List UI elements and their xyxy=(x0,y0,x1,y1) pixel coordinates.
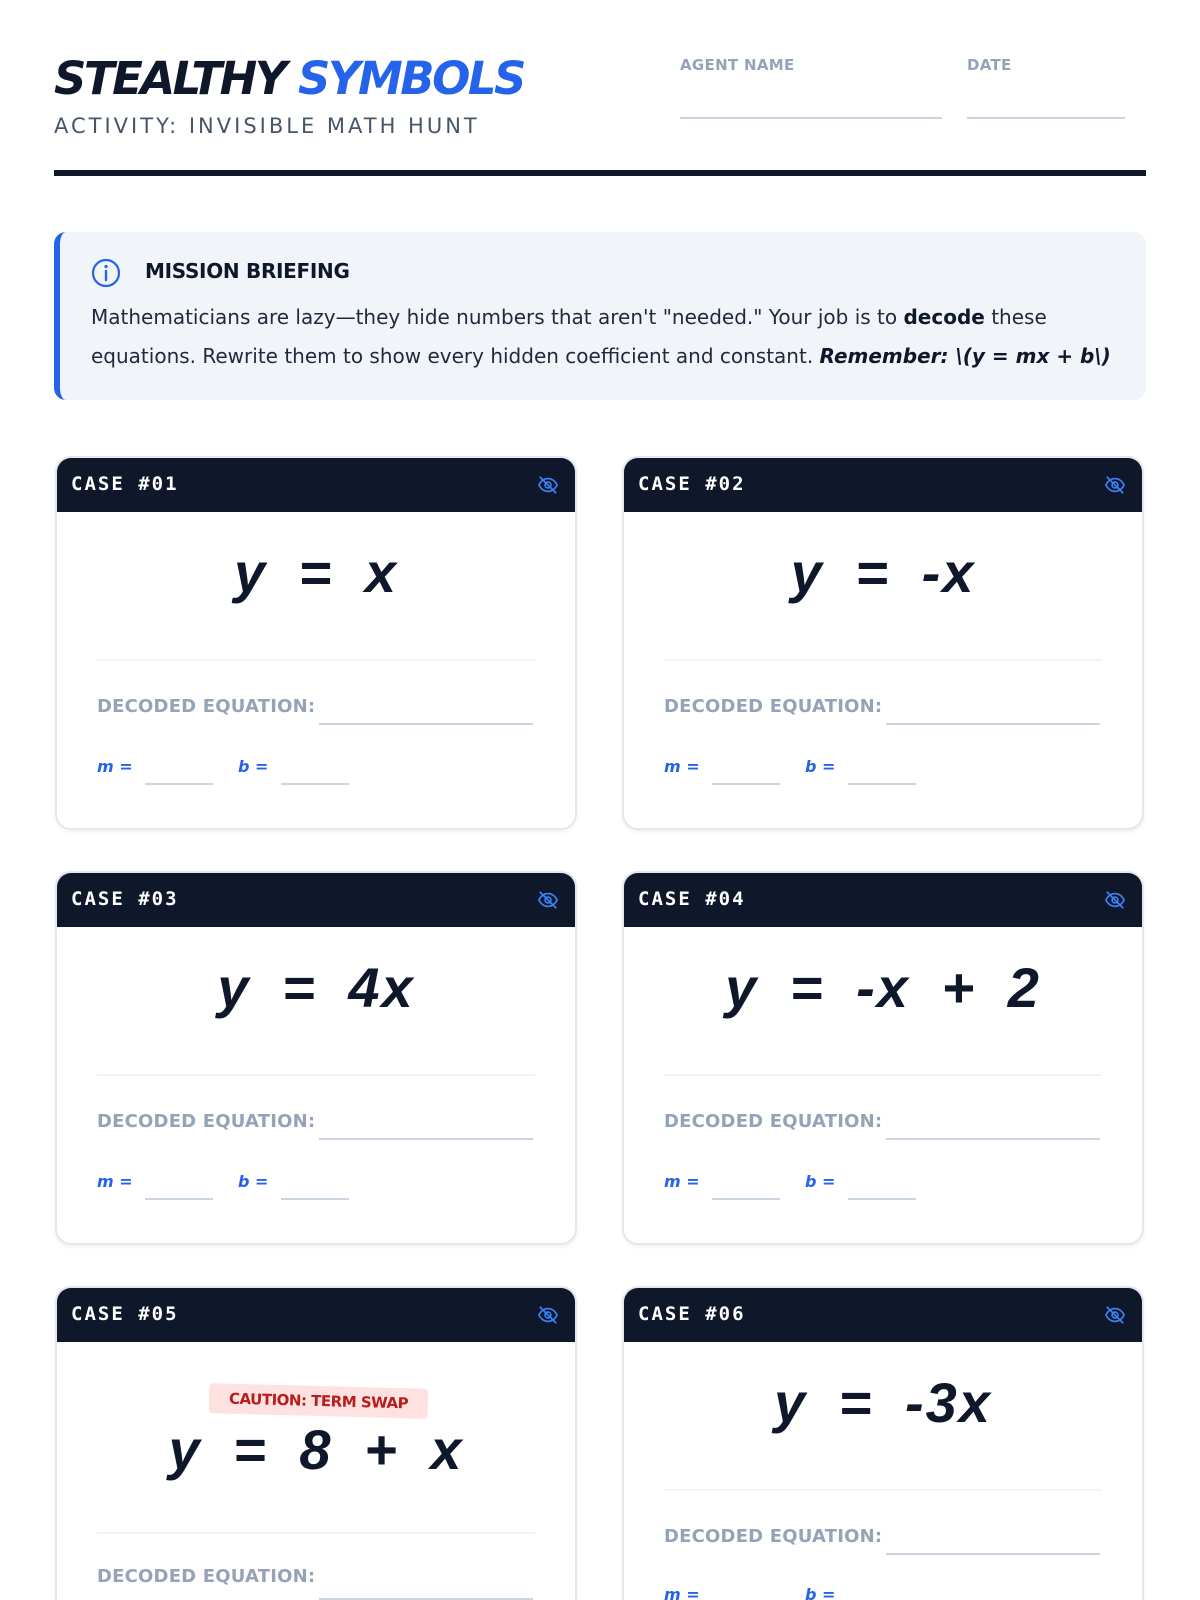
briefing-text-bold: decode xyxy=(903,305,985,329)
case-header xyxy=(624,458,1142,512)
decoded-equation-label: DECODED EQUATION: xyxy=(97,1111,316,1132)
case-card-04 xyxy=(622,871,1144,1245)
m-field[interactable] xyxy=(145,1198,213,1200)
eye-slash-icon xyxy=(1104,474,1126,496)
case-card-06 xyxy=(622,1286,1144,1600)
briefing-remember: Remember: \(y = mx + b\) xyxy=(819,344,1111,368)
case-label: CASE #05 xyxy=(71,1303,179,1325)
case-card-03 xyxy=(55,871,577,1245)
card-divider xyxy=(664,659,1102,661)
info-icon xyxy=(91,258,121,288)
m-field[interactable] xyxy=(712,1198,780,1200)
hidden-equation: y = x xyxy=(233,541,399,604)
hidden-equation: y = -3x xyxy=(774,1371,992,1434)
case-card-01 xyxy=(55,456,577,830)
agent-name-field[interactable] xyxy=(680,117,942,119)
decoded-equation-field[interactable] xyxy=(886,723,1100,725)
m-label: m = xyxy=(97,757,133,776)
b-field[interactable] xyxy=(848,1198,916,1200)
briefing-text xyxy=(91,298,1131,376)
m-field[interactable] xyxy=(712,783,780,785)
case-header xyxy=(57,458,575,512)
m-label: m = xyxy=(664,757,700,776)
activity-subtitle: ACTIVITY: INVISIBLE MATH HUNT xyxy=(54,114,480,138)
card-divider xyxy=(97,1074,535,1076)
decoded-equation-label: DECODED EQUATION: xyxy=(97,696,316,717)
m-field[interactable] xyxy=(145,783,213,785)
card-divider xyxy=(97,1532,535,1534)
b-label: b = xyxy=(805,1585,836,1600)
case-header xyxy=(57,1288,575,1342)
case-label: CASE #02 xyxy=(638,473,746,495)
hidden-equation: y = 8 + x xyxy=(168,1418,464,1481)
title-part-1: STEALTHY xyxy=(54,52,285,105)
eye-slash-icon xyxy=(537,1304,559,1326)
card-divider xyxy=(97,659,535,661)
eye-slash-icon xyxy=(537,474,559,496)
decoded-equation-field[interactable] xyxy=(886,1553,1100,1555)
decoded-equation-label: DECODED EQUATION: xyxy=(664,696,883,717)
case-header xyxy=(624,1288,1142,1342)
b-field[interactable] xyxy=(848,783,916,785)
eye-slash-icon xyxy=(537,889,559,911)
eye-slash-icon xyxy=(1104,889,1126,911)
decoded-equation-field[interactable] xyxy=(886,1138,1100,1140)
m-label: m = xyxy=(97,1172,133,1191)
case-label: CASE #01 xyxy=(71,473,179,495)
date-label: DATE xyxy=(967,56,1012,74)
worksheet-header xyxy=(54,0,1146,180)
decoded-equation-label: DECODED EQUATION: xyxy=(664,1526,883,1547)
b-field[interactable] xyxy=(281,783,349,785)
m-label: m = xyxy=(664,1172,700,1191)
caution-term-swap-badge: CAUTION: TERM SWAP xyxy=(209,1383,429,1419)
card-divider xyxy=(664,1489,1102,1491)
b-label: b = xyxy=(805,757,836,776)
agent-name-label: AGENT NAME xyxy=(680,56,795,74)
case-card-05 xyxy=(55,1286,577,1600)
case-label: CASE #06 xyxy=(638,1303,746,1325)
eye-slash-icon xyxy=(1104,1304,1126,1326)
briefing-title: MISSION BRIEFING xyxy=(145,259,350,283)
hidden-equation: y = -x xyxy=(790,541,976,604)
briefing-text-part2: these equations. Rewrite them to show every hidden coefficient and constant. xyxy=(91,305,1047,368)
hidden-equation: y = -x + 2 xyxy=(725,956,1041,1019)
worksheet-title xyxy=(54,52,524,106)
hidden-equation: y = 4x xyxy=(217,956,415,1019)
case-card-02 xyxy=(622,456,1144,830)
mission-briefing xyxy=(54,232,1146,400)
date-field[interactable] xyxy=(967,117,1125,119)
case-header xyxy=(624,873,1142,927)
m-label: m = xyxy=(664,1585,700,1600)
title-part-2: SYMBOLS xyxy=(298,52,524,105)
b-label: b = xyxy=(238,1172,269,1191)
b-field[interactable] xyxy=(281,1198,349,1200)
case-label: CASE #03 xyxy=(71,888,179,910)
case-header xyxy=(57,873,575,927)
header-divider xyxy=(54,170,1146,176)
decoded-equation-label: DECODED EQUATION: xyxy=(97,1566,316,1587)
decoded-equation-label: DECODED EQUATION: xyxy=(664,1111,883,1132)
briefing-text-part1: Mathematicians are lazy—they hide numbers that aren't "needed." Your job is to xyxy=(91,305,904,329)
decoded-equation-field[interactable] xyxy=(319,723,533,725)
b-label: b = xyxy=(238,757,269,776)
b-label: b = xyxy=(805,1172,836,1191)
case-label: CASE #04 xyxy=(638,888,746,910)
decoded-equation-field[interactable] xyxy=(319,1138,533,1140)
card-divider xyxy=(664,1074,1102,1076)
